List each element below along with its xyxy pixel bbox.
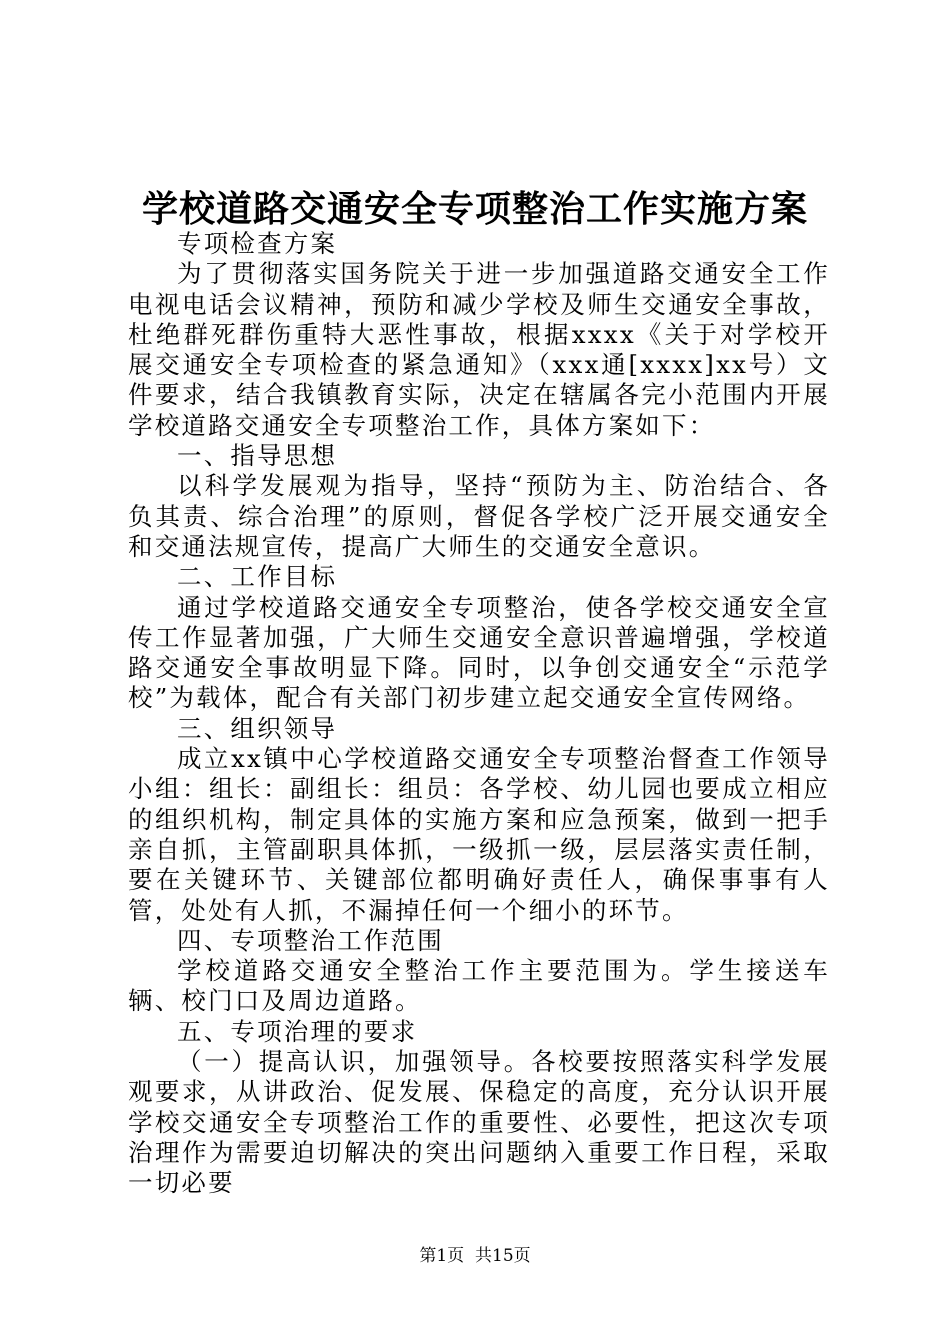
section-heading: 三、组织领导 [177,713,338,743]
body-paragraph: 以科学发展观为指导，坚持“预防为主、防治结合、各负其责、综合治理”的原则，督促各学校广泛开展交通安全和交通法规宣传，提高广大师生的交通安全意识。 [128,471,830,561]
section-heading: 一、指导思想 [177,441,338,471]
body-paragraph: 成立xx镇中心学校道路交通安全专项整治督查工作领导小组：组长：副组长：组员：各学校、幼儿园也要成立相应的组织机构，制定具体的实施方案和应急预案，做到一把手亲自抓，主管副职具体抓，一级抓一级，层层落实责任制，要在关键环节、关键部位都明确好责任人，确保事事有人管，处处有人抓，不漏掉任何一个细小的环节。 [128,744,830,925]
document-body [128,229,830,1199]
page-footer [0,1244,950,1268]
body-paragraph: 学校道路交通安全整治工作主要范围为。学生接送车辆、校门口及周边道路。 [128,956,830,1016]
intro-paragraph: 为了贯彻落实国务院关于进一步加强道路交通安全工作电视电话会议精神，预防和减少学校及师生交通安全事故，杜绝群死群伤重特大恶性事故，根据xxxx《关于对学校开展交通安全专项检查的紧急通知》（xxx通[xxxx]xx号）文件要求，结合我镇教育实际，决定在辖属各完小范围内开展学校道路交通安全专项整治工作，具体方案如下： [128,259,830,440]
section-heading: 四、专项整治工作范围 [177,925,444,955]
section-subtitle: 专项检查方案 [177,229,338,258]
section-heading: 二、工作目标 [177,562,338,592]
body-paragraph: （一）提高认识，加强领导。各校要按照落实科学发展观要求，从讲政治、促发展、保稳定的高度，充分认识开展学校交通安全专项整治工作的重要性、必要性，把这次专项治理作为需要迫切解决的突出问题纳入重要工作日程，采取一切必要 [128,1047,830,1198]
document-title: 学校道路交通安全专项整治工作实施方案 [141,188,808,230]
body-paragraph: 通过学校道路交通安全专项整治，使各学校交通安全宣传工作显著加强，广大师生交通安全意识普遍增强，学校道路交通安全事故明显下降。同时，以争创交通安全“示范学校”为载体，配合有关部门初步建立起交通安全宣传网络。 [128,592,830,713]
section-heading: 五、专项治理的要求 [177,1016,418,1046]
page-total: 共15页 [475,1246,531,1266]
page-number: 第1页 [419,1246,465,1266]
